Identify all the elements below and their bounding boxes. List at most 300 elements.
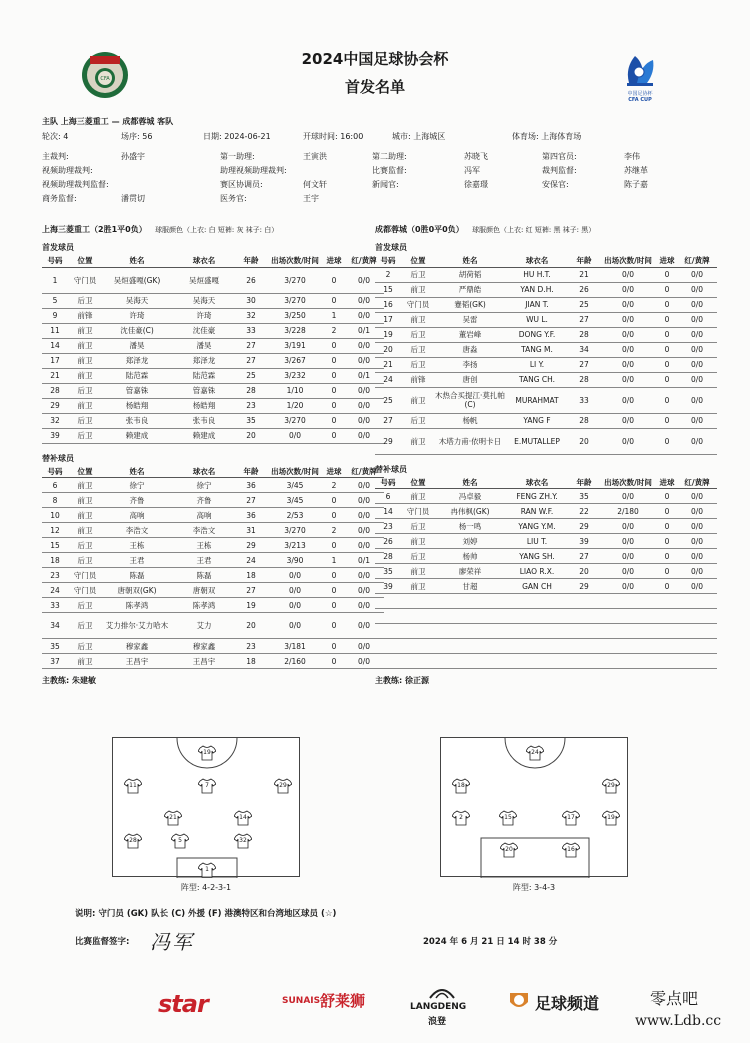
player-cell: 0/1 (344, 553, 384, 568)
stadium: 体育场: 上海体育场 (512, 132, 582, 141)
player-cell: 0 (657, 504, 677, 519)
official-name: 陈子嘉 (624, 180, 648, 189)
away-team-section (375, 224, 717, 686)
player-cell: 杨一鸣 (435, 519, 505, 534)
player-cell: 27 (569, 549, 599, 564)
shirt-number: 2 (459, 814, 463, 821)
home-team-title: 上海三菱重工（2胜1平0负） (42, 225, 147, 234)
player-cell: 2 (375, 267, 401, 282)
player-cell: 0/0 (677, 564, 717, 579)
player-cell: 0/0 (344, 523, 384, 538)
player-cell: 0/0 (344, 338, 384, 353)
official-role-label: 医务官: (220, 194, 247, 203)
player-cell: 杨帆 (435, 413, 505, 428)
player-row (42, 613, 384, 639)
player-cell: 齐鲁 (102, 493, 172, 508)
player-cell: 前卫 (68, 353, 102, 368)
player-cell: 0/0 (599, 387, 657, 413)
empty-row (375, 609, 717, 624)
player-cell: 1 (324, 553, 344, 568)
player-cell: 后卫 (68, 428, 102, 443)
player-cell: 28 (375, 549, 401, 564)
player-cell: 0/0 (677, 519, 717, 534)
player-cell: 2 (324, 523, 344, 538)
player-cell: 0/0 (344, 478, 384, 493)
player-cell: 0 (657, 267, 677, 282)
col-header: 红/黄牌 (344, 255, 384, 267)
player-cell: 刘婷 (435, 534, 505, 549)
player-cell: 3/250 (266, 308, 324, 323)
home-starters-table (42, 255, 384, 444)
player-cell: 0/0 (599, 372, 657, 387)
player-cell: 28 (42, 383, 68, 398)
player-cell: 冉伟枫(GK) (435, 504, 505, 519)
player-cell: 0 (657, 534, 677, 549)
player-cell: 14 (42, 338, 68, 353)
col-header: 年龄 (569, 255, 599, 267)
player-cell: 0/0 (344, 308, 384, 323)
player-cell: 后卫 (401, 342, 435, 357)
player-cell: 王昌宇 (172, 654, 236, 669)
official-role-label: 第一助理: (220, 152, 255, 161)
player-cell: 0/0 (599, 327, 657, 342)
away-starters-table (375, 255, 717, 455)
player-cell: 3/181 (266, 639, 324, 654)
player-cell: 24 (375, 372, 401, 387)
player-cell: 0 (657, 579, 677, 594)
game-no: 场序: 56 (121, 132, 153, 141)
player-cell: 3/270 (266, 523, 324, 538)
player-cell: 21 (569, 267, 599, 282)
player-cell: 王栋 (102, 538, 172, 553)
player-row (42, 553, 384, 568)
player-cell: 杨皓翔 (102, 398, 172, 413)
player-cell: 20 (236, 613, 266, 639)
sponsor-star-logo: star (158, 990, 208, 1018)
supervisor-signature: 冯军 (150, 930, 194, 954)
player-cell: 35 (42, 639, 68, 654)
player-cell: 14 (375, 504, 401, 519)
player-cell: 0/0 (599, 267, 657, 282)
player-cell: 王君 (172, 553, 236, 568)
player-cell: 前卫 (68, 493, 102, 508)
official-role-label: 视频助理裁判: (42, 166, 93, 175)
player-cell: 0 (324, 413, 344, 428)
player-cell: 16 (375, 297, 401, 312)
player-cell: 0 (657, 357, 677, 372)
player-row (375, 342, 717, 357)
player-cell: 王君 (102, 553, 172, 568)
player-shirt-icon (452, 810, 470, 826)
player-cell: 郑泽龙 (102, 353, 172, 368)
player-cell: 3/270 (266, 413, 324, 428)
player-cell: 0 (657, 413, 677, 428)
player-cell: 艾力 (172, 613, 236, 639)
player-cell: 0/0 (266, 568, 324, 583)
official-role-label: 裁判监督: (542, 166, 577, 175)
player-cell: 潘昊 (172, 338, 236, 353)
player-cell: 15 (42, 538, 68, 553)
player-cell: 0/0 (677, 579, 717, 594)
player-cell: 0 (324, 267, 344, 293)
player-shirt-icon (526, 745, 544, 761)
shirt-number: 11 (129, 782, 137, 789)
player-cell: 0/0 (599, 342, 657, 357)
empty-row (375, 624, 717, 639)
player-cell: 前卫 (401, 534, 435, 549)
player-cell: 吴烜盛嘎 (172, 267, 236, 293)
official-role-label: 助理视频助理裁判: (220, 166, 287, 175)
watermark-url: www.Ldb.cc (635, 1013, 722, 1029)
player-cell: 管嘉铢 (172, 383, 236, 398)
empty-row (375, 594, 717, 609)
player-row (42, 508, 384, 523)
player-cell: 0/0 (344, 568, 384, 583)
sponsor-football-channel: 足球频道 (535, 994, 600, 1013)
player-cell: 0 (657, 489, 677, 504)
player-cell: 李扬 (435, 357, 505, 372)
player-row (42, 398, 384, 413)
col-header: 红/黄牌 (344, 466, 384, 478)
col-header: 号码 (375, 477, 401, 489)
player-row (42, 308, 384, 323)
player-shirt-icon (499, 810, 517, 826)
player-cell: 0/0 (344, 383, 384, 398)
player-cell: 0/0 (599, 297, 657, 312)
player-cell: 29 (42, 398, 68, 413)
player-row (42, 323, 384, 338)
player-cell: 0 (657, 564, 677, 579)
match-date: 日期: 2024-06-21 (203, 132, 271, 141)
player-cell: JIAN T. (505, 297, 569, 312)
player-cell: 许琦 (172, 308, 236, 323)
player-cell: 11 (42, 323, 68, 338)
player-cell: 前卫 (68, 508, 102, 523)
player-cell: 20 (569, 428, 599, 454)
player-cell: 20 (569, 564, 599, 579)
player-row (375, 282, 717, 297)
player-cell: 0/1 (344, 368, 384, 383)
shirt-number: 29 (279, 782, 287, 789)
col-header: 姓名 (102, 255, 172, 267)
player-cell: 3/270 (266, 267, 324, 293)
player-cell: 0 (324, 568, 344, 583)
player-cell: 0/0 (677, 428, 717, 454)
sponsor-langdeng-cn: 浪登 (428, 1017, 447, 1027)
player-cell: 39 (569, 534, 599, 549)
home-formation-pitch (112, 737, 300, 877)
player-cell: 26 (569, 282, 599, 297)
shirt-number: 5 (178, 837, 182, 844)
player-cell: 29 (375, 428, 401, 454)
signature-label: 比赛监督签字: (75, 937, 130, 947)
player-cell: YANG Y.M. (505, 519, 569, 534)
official-name: 孙盛宇 (121, 152, 145, 161)
player-cell: 后卫 (68, 293, 102, 308)
player-cell: 0/0 (344, 598, 384, 613)
sponsor-sunais-cn: 舒莱狮 (320, 992, 366, 1010)
player-cell: 15 (375, 282, 401, 297)
kickoff-time: 开球时间: 16:00 (303, 132, 364, 141)
shirt-number: 19 (607, 814, 615, 821)
empty-row (375, 654, 717, 669)
player-shirt-icon (124, 833, 142, 849)
player-cell: 1 (324, 308, 344, 323)
player-cell: 0/0 (344, 508, 384, 523)
player-shirt-icon (602, 778, 620, 794)
player-cell: 0/0 (599, 534, 657, 549)
col-header: 球衣名 (172, 466, 236, 478)
player-cell: 0/0 (344, 293, 384, 308)
player-cell: 守门员 (68, 583, 102, 598)
player-cell: 后卫 (401, 413, 435, 428)
player-cell: 0/0 (599, 413, 657, 428)
player-cell: 9 (42, 308, 68, 323)
player-cell: 0 (324, 428, 344, 443)
player-cell: 0 (657, 312, 677, 327)
player-cell: 甘超 (435, 579, 505, 594)
official-role-label: 第四官员: (542, 152, 577, 161)
player-cell: 陆范霖 (172, 368, 236, 383)
player-cell: 23 (236, 398, 266, 413)
player-cell: 2 (324, 478, 344, 493)
player-row (375, 428, 717, 454)
player-row (42, 267, 384, 293)
player-cell: 0/0 (677, 357, 717, 372)
home-subs-table (42, 466, 384, 670)
player-cell: 28 (236, 383, 266, 398)
player-cell: 27 (236, 353, 266, 368)
player-cell: 0 (324, 293, 344, 308)
official-role-label: 安保官: (542, 180, 569, 189)
player-cell: 0/0 (677, 534, 717, 549)
player-cell: 0 (324, 508, 344, 523)
player-row (42, 293, 384, 308)
player-cell: 0/0 (677, 387, 717, 413)
player-row (42, 523, 384, 538)
player-cell: 0 (657, 387, 677, 413)
player-cell: 杨皓翔 (172, 398, 236, 413)
player-cell: 0 (324, 353, 344, 368)
player-cell: 0/0 (599, 312, 657, 327)
player-cell: HU H.T. (505, 267, 569, 282)
player-cell: 3/45 (266, 478, 324, 493)
player-cell: 0 (324, 398, 344, 413)
player-cell: YANG SH. (505, 549, 569, 564)
player-cell: 0/0 (677, 297, 717, 312)
player-cell: 27 (375, 413, 401, 428)
player-cell: MURAHMAT (505, 387, 569, 413)
col-header: 红/黄牌 (677, 255, 717, 267)
legend-note: 说明: 守门员 (GK) 队长 (C) 外援 (F) 港澳特区和台湾地区球员 (☆) (75, 909, 337, 919)
cup-text-cn: 中国足协杯 (627, 91, 653, 97)
player-cell: 齐鲁 (172, 493, 236, 508)
player-cell: 后卫 (68, 538, 102, 553)
player-cell: 29 (569, 519, 599, 534)
official-name: 潘贯切 (121, 194, 145, 203)
player-shirt-icon (562, 842, 580, 858)
player-cell: 32 (42, 413, 68, 428)
player-cell: 徐宁 (102, 478, 172, 493)
col-header: 姓名 (102, 466, 172, 478)
player-row (42, 639, 384, 654)
official-role-label: 新闻官: (372, 180, 399, 189)
player-cell: 陈孝鸿 (172, 598, 236, 613)
col-header: 出场次数/时间 (266, 466, 324, 478)
player-cell: 穆家鑫 (102, 639, 172, 654)
official-role-label: 比赛监督: (372, 166, 407, 175)
player-cell: 后卫 (68, 639, 102, 654)
player-row (42, 583, 384, 598)
player-cell: 胡荷韬 (435, 267, 505, 282)
official-role-label: 第二助理: (372, 152, 407, 161)
player-shirt-icon (452, 778, 470, 794)
player-cell: 赖建成 (172, 428, 236, 443)
player-cell: 0/0 (344, 353, 384, 368)
player-row (375, 534, 717, 549)
col-header: 出场次数/时间 (599, 255, 657, 267)
col-header: 年龄 (569, 477, 599, 489)
player-row (42, 493, 384, 508)
player-cell: 0/0 (344, 613, 384, 639)
player-cell: 前卫 (401, 579, 435, 594)
cfa-logo-text: CFA (100, 76, 110, 82)
player-cell: 24 (42, 583, 68, 598)
player-cell: 穆家鑫 (172, 639, 236, 654)
player-cell: 木热合买提江·莫扎帕(C) (435, 387, 505, 413)
player-shirt-icon (198, 862, 216, 878)
shirt-number: 19 (203, 749, 211, 756)
player-cell: 唐淼 (435, 342, 505, 357)
player-cell: 严鼎皓 (435, 282, 505, 297)
player-cell: 吴海天 (102, 293, 172, 308)
player-cell: YAN D.H. (505, 282, 569, 297)
away-formation-label: 阵型: 3-4-3 (512, 883, 556, 892)
player-cell: 29 (236, 538, 266, 553)
player-cell: 33 (236, 323, 266, 338)
away-coach: 主教练: 徐正源 (375, 676, 429, 685)
player-cell: 25 (375, 387, 401, 413)
watermark-cn: 零点吧 (650, 989, 699, 1008)
player-cell: 0/0 (344, 493, 384, 508)
player-cell: 0/0 (677, 327, 717, 342)
player-cell: 前卫 (401, 428, 435, 454)
player-cell: 3/191 (266, 338, 324, 353)
col-header: 球衣名 (505, 477, 569, 489)
player-cell: 3/270 (266, 293, 324, 308)
player-cell: 22 (569, 504, 599, 519)
col-header: 位置 (401, 255, 435, 267)
player-cell: 高响 (102, 508, 172, 523)
col-header: 进球 (324, 466, 344, 478)
col-header: 号码 (42, 255, 68, 267)
empty-row (375, 639, 717, 654)
player-cell: 0/0 (599, 489, 657, 504)
player-cell: 25 (236, 368, 266, 383)
player-row (375, 387, 717, 413)
player-cell: 0/0 (599, 549, 657, 564)
sponsor-sunais-en: SUNAIS (282, 996, 321, 1006)
player-cell: 0/0 (677, 282, 717, 297)
sponsor-langdeng-en: LANGDENG (410, 1002, 467, 1012)
player-cell: 0 (324, 639, 344, 654)
away-subs-table (375, 477, 717, 670)
player-cell: 31 (236, 523, 266, 538)
player-cell: 唐创 (435, 372, 505, 387)
player-cell: 0 (657, 549, 677, 564)
player-cell: RAN W.F. (505, 504, 569, 519)
player-row (42, 338, 384, 353)
player-cell: 26 (236, 267, 266, 293)
sign-datetime: 2024 年 6 月 21 日 14 时 38 分 (423, 937, 558, 947)
player-cell: 0 (657, 519, 677, 534)
player-cell: 前卫 (68, 368, 102, 383)
player-cell: 0/1 (344, 323, 384, 338)
player-cell: 1/10 (266, 383, 324, 398)
player-shirt-icon (164, 810, 182, 826)
player-cell: 守门员 (68, 568, 102, 583)
col-header: 进球 (657, 255, 677, 267)
player-cell: 36 (236, 508, 266, 523)
player-cell: 前卫 (401, 387, 435, 413)
official-name: 徐嘉璟 (464, 180, 488, 189)
shirt-number: 28 (129, 837, 137, 844)
player-cell: 郑泽龙 (172, 353, 236, 368)
player-cell: 董岩峰 (435, 327, 505, 342)
langdeng-emblem-icon (428, 984, 456, 1000)
player-cell: 2/160 (266, 654, 324, 669)
player-cell: 0/0 (599, 282, 657, 297)
player-cell: 12 (42, 523, 68, 538)
player-cell: 23 (236, 639, 266, 654)
player-cell: 0/0 (344, 428, 384, 443)
player-cell: 前卫 (68, 398, 102, 413)
col-header: 球衣名 (505, 255, 569, 267)
player-cell: 32 (236, 308, 266, 323)
player-cell: 陈磊 (172, 568, 236, 583)
city: 城市: 上海城区 (392, 132, 446, 141)
player-cell: YANG F (505, 413, 569, 428)
player-cell: 王昌宇 (102, 654, 172, 669)
col-header: 位置 (68, 255, 102, 267)
home-formation-label: 阵型: 4-2-3-1 (180, 883, 232, 892)
player-row (375, 297, 717, 312)
player-cell: LI Y. (505, 357, 569, 372)
player-cell: 35 (236, 413, 266, 428)
player-cell: E.MUTALLEP (505, 428, 569, 454)
col-header: 号码 (375, 255, 401, 267)
player-cell: 23 (375, 519, 401, 534)
player-shirt-icon (234, 810, 252, 826)
player-cell: 后卫 (68, 553, 102, 568)
official-role-label: 视频助理裁判监督: (42, 180, 109, 189)
page-title: 2024中国足球协会杯 (301, 50, 449, 68)
player-cell: 李浩文 (172, 523, 236, 538)
player-cell: 0/0 (344, 654, 384, 669)
player-cell: FENG ZH.Y. (505, 489, 569, 504)
col-header: 红/黄牌 (677, 477, 717, 489)
player-cell: 0 (657, 327, 677, 342)
player-shirt-icon (124, 778, 142, 794)
home-coach: 主教练: 朱建敏 (42, 676, 96, 685)
player-cell: 26 (375, 534, 401, 549)
player-cell: 许琦 (102, 308, 172, 323)
player-cell: 19 (236, 598, 266, 613)
player-cell: 21 (375, 357, 401, 372)
player-cell: 前卫 (68, 338, 102, 353)
away-starters-label: 首发球员 (375, 243, 407, 252)
player-cell: 0/0 (677, 549, 717, 564)
